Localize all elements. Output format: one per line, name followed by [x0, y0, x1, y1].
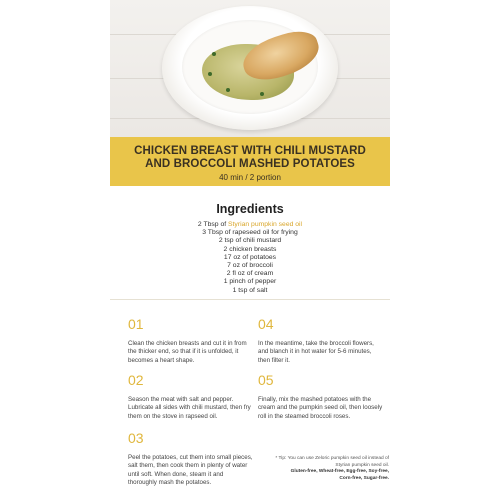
recipe-title [110, 145, 390, 171]
ingredient-item: 2 fl oz of cream [226, 270, 274, 278]
recipe-card [110, 0, 390, 500]
ingredients-list [110, 221, 390, 295]
ingredient-item: 3 Tbsp of rapeseed oil for frying [202, 229, 298, 237]
ingredient-item: 2 tsp of chili mustard [218, 237, 282, 245]
step-number: 03 [128, 430, 144, 446]
ingredient-text: 2 Tbsp of [197, 221, 229, 228]
step-text: In the meantime, take the broccoli flowers, and blanch it in hot water for 5-6 minutes, then filter it. [258, 340, 374, 364]
ingredient-item: 1 pinch of pepper [223, 278, 277, 286]
herb-garnish [226, 88, 230, 92]
tip-line: Corn-free, Sugar-free. [339, 475, 389, 481]
step-2 [128, 372, 253, 421]
step-3 [128, 430, 253, 487]
step-1 [128, 316, 253, 365]
ingredient-item: 17 oz of potatoes [223, 253, 277, 261]
dish-photo [110, 0, 390, 137]
step-number: 02 [128, 372, 144, 388]
ingredient-item: 7 oz of broccoli [227, 262, 273, 270]
ingredients-heading: Ingredients [216, 202, 284, 216]
herb-garnish [208, 72, 212, 76]
ingredient-item: 1 tsp of salt [232, 286, 268, 294]
tip-line: Gluten-free, Wheat-free, Egg-free, Soy-free, [290, 469, 389, 475]
ingredient-highlight: Styrian pumpkin seed oil [228, 221, 303, 228]
title-band [110, 137, 390, 186]
step-number: 01 [128, 316, 144, 332]
tip-line: * Tip: You can use Zeloric pumpkin seed oil instead of [275, 456, 389, 461]
step-text: Finally, mix the mashed potatoes with the cream and the pumpkin seed oil, then loosely roll in the steamed broccoli roses. [258, 396, 383, 420]
ingredient-item: 2 chicken breasts [223, 245, 277, 253]
step-text: Season the meat with salt and pepper. Lubricate all sides with chili mustard, then fry them on the stove in rapseed oil. [128, 396, 251, 420]
tip-line: Styrian pumpkin seed oil. [335, 462, 389, 468]
herb-garnish [212, 52, 216, 56]
ingredient-item [110, 221, 390, 229]
step-5 [258, 372, 383, 421]
recipe-title-line: CHICKEN BREAST WITH CHILI MUSTARD [134, 145, 366, 157]
recipe-meta: 40 min / 2 portion [219, 173, 281, 182]
section-divider [110, 299, 390, 300]
step-text: Peel the potatoes, cut them into small pieces, salt them, then cook them in plenty of water until soft. When done, steam it and thoroughly mash the potatoes. [128, 454, 253, 486]
tip-note [256, 456, 389, 482]
step-number: 04 [258, 316, 274, 332]
recipe-title-line: AND BROCCOLI MASHED POTATOES [145, 158, 355, 170]
step-4 [258, 316, 383, 365]
herb-garnish [260, 92, 264, 96]
step-text: Clean the chicken breasts and cut it in from the thicker end, so that if it is unfolded, it becomes a heart shape. [128, 340, 247, 364]
step-number: 05 [258, 372, 274, 388]
